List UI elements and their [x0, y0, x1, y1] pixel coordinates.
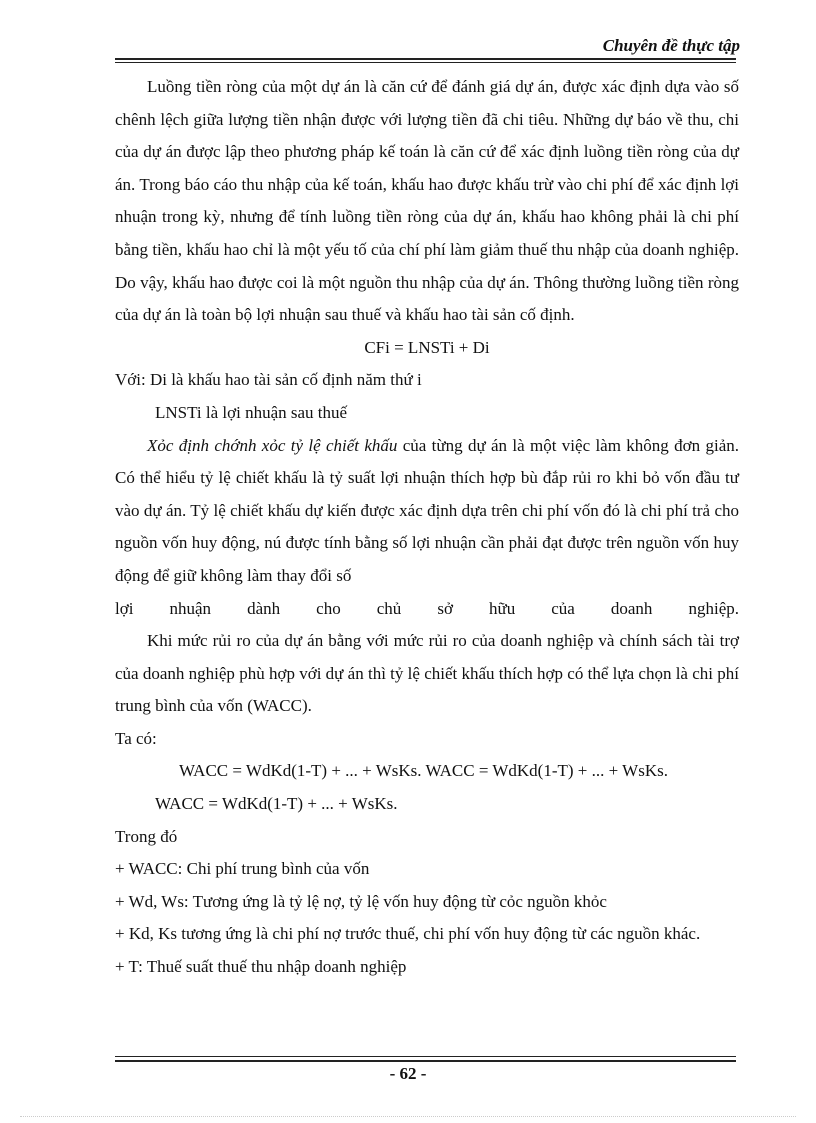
label-ta-co: Ta có: [115, 728, 157, 748]
formula-wacc-2: WACC = WdKd(1-T) + ... + WsKs. [155, 794, 398, 814]
list-item-tax-rate: + T: Thuế suất thuế thu nhập doanh nghiệp [115, 957, 407, 977]
definition-lnst: LNSTi là lợi nhuận sau thuế [155, 402, 348, 422]
formula-wacc-1: WACC = WdKd(1-T) + ... + WsKs. WACC = WdKd(1-T) + ... + WsKs. [179, 761, 668, 781]
page-number: - 62 - [389, 1064, 427, 1083]
discount-rate-text: của từng dự án là một việc làm không đơn giản. Có thể hiểu tỷ lệ chiết khấu là tỷ suất lợi nhuận thích hợp bù đắp rủi ro khi bỏ vốn đầu tư vào dự án. Tỷ lệ chiết khấu dự kiến được xác định dựa trên chi phí vốn đó là chi phí trả cho nguồn vốn huy động, nú được tính bằng số lợi nhuận cần phải đạt được trên nguồn vốn huy động để giữ không làm thay đổi số [115, 435, 739, 585]
header-title: Chuyên đề thực tập [602, 36, 740, 55]
formula-cash-flow: CFi = LNSTi + Di [364, 337, 490, 357]
document-body [115, 71, 739, 984]
paragraph-wacc-intro: Khi mức rủi ro của dự án bằng với mức rủi ro của doanh nghiệp và chính sách tài trợ của doanh nghiệp phù hợp với dự án thì tỷ lệ chiết khấu thích hợp có thể lựa chọn là chi phí trung bình của vốn (WACC). [115, 631, 739, 716]
list-item-wd-ws: + Wd, Ws: Tương ứng là tỷ lệ nợ, tỷ lệ vốn huy động từ cỏc nguồn khỏc [115, 891, 607, 911]
definition-di: Với: Di là khấu hao tài sản cố định năm thứ i [115, 370, 422, 390]
paragraph-net-cash-flow: Luồng tiền ròng của một dự án là căn cứ để đánh giá dự án, được xác định dựa vào số chênh lệch giữa lượng tiền nhận được với lượng tiền đã chi tiêu. Những dự báo về thu, chi của dự án được lập theo phương pháp kế toán là căn cứ để xác định luồng tiền ròng của dự án. Trong báo cáo thu nhập của kế toán, khấu hao được khấu trừ vào chi phí để xác định lợi nhuận trong kỳ, nhưng để tính luồng tiền ròng của dự án, khấu hao không phải là chi phí bằng tiền, khấu hao chỉ là một yếu tố của chí phí làm giảm thuế thu nhập của doanh nghiệp. Do vậy, khấu hao được coi là một nguồn thu nhập của dự án. Thông thường luồng tiền ròng của dự án là toàn bộ lợi nhuận sau thuế và khấu hao tài sản cố định. [115, 77, 739, 325]
header-rule [115, 58, 736, 60]
list-item-kd-ks: + Kd, Ks tương ứng là chi phí nợ trước thuế, chi phí vốn huy động từ các nguồn khác. [115, 924, 701, 944]
footer-rule-thin [115, 1056, 736, 1057]
header-rule-thin [115, 62, 736, 63]
paragraph-discount-rate-last-line: lợi nhuận dành cho chủ sở hữu của doanh nghiệp. [115, 598, 739, 618]
page-edge-divider [20, 1116, 796, 1117]
footer-rule [115, 1060, 736, 1062]
list-item-wacc: + WACC: Chi phí trung bình của vốn [115, 859, 370, 879]
discount-rate-term: Xỏc định chớnh xỏc tỷ lệ chiết khấu [147, 435, 398, 455]
paragraph-discount-rate [115, 430, 739, 593]
label-trong-do: Trong đó [115, 826, 178, 846]
